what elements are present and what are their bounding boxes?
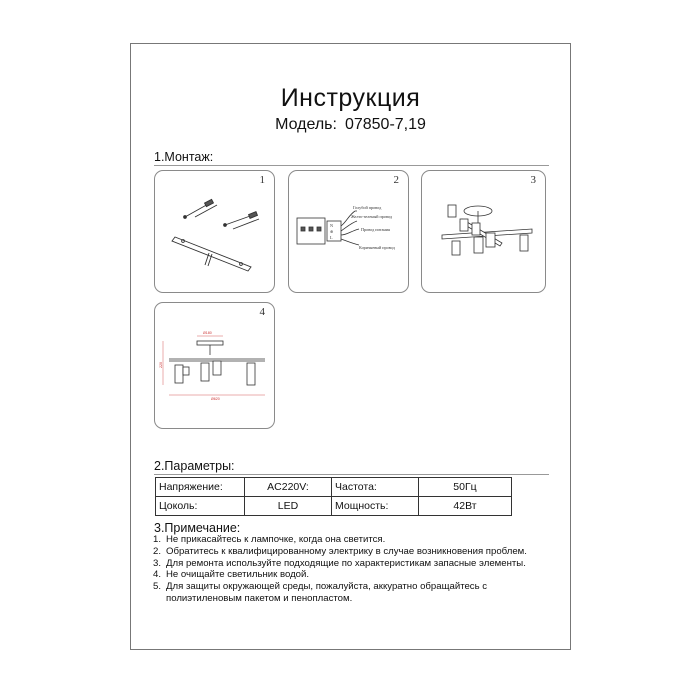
list-item [153, 581, 553, 605]
fixture-diagram [422, 171, 546, 293]
terminal-mark: N [330, 223, 334, 228]
diagram-panel-3 [421, 170, 546, 293]
diagram-panel-2 [288, 170, 409, 293]
param-label: Цоколь: [156, 497, 245, 516]
table-row [156, 497, 512, 516]
section-divider [154, 165, 549, 166]
parameters-table [155, 477, 512, 516]
list-item [153, 534, 553, 546]
terminal-mark: L [330, 235, 333, 240]
section-notes-title: 3.Примечание: [154, 521, 241, 535]
note-text: Не очищайте светильник водой. [166, 569, 310, 581]
diagram-panel-4 [154, 302, 275, 429]
bracket-diagram [155, 171, 275, 293]
section-parameters-title: 2.Параметры: [154, 459, 235, 473]
note-number: 1. [153, 534, 162, 545]
diagram-number: 2 [393, 174, 399, 186]
note-text: Не прикасайтесь к лампочке, когда она светится. [166, 534, 386, 545]
diagram-number: 1 [259, 174, 265, 186]
note-text: Для защиты окружающей среды, пожалуйста, аккуратно обращайтесь с полиэтиленовым пакетом и пенопластом. [166, 581, 488, 604]
note-number: 2. [153, 545, 162, 557]
note-text: Обратитесь к квалифицированному электрику в случае возникновения проблем. [166, 545, 527, 557]
note-number: 3. [153, 557, 162, 569]
section-divider [154, 474, 549, 475]
param-value: 42Вт [419, 497, 512, 516]
model-number: 07850-7,19 [344, 116, 426, 133]
note-text: Для ремонта используйте подходящие по характеристикам запасные элементы. [166, 557, 526, 569]
diagram-panel-1 [154, 170, 275, 293]
dimensions-diagram [155, 303, 275, 429]
param-label: Частота: [332, 478, 419, 497]
diagram-number: 3 [530, 174, 536, 186]
page-title: Инструкция [280, 84, 421, 112]
list-item [153, 558, 553, 570]
wire-label: Голубой провод [353, 205, 382, 210]
dimension-label: 220 [159, 362, 163, 368]
wire-label: Желто-зеленый провод [351, 214, 393, 219]
notes-list [153, 534, 553, 605]
table-row [156, 478, 512, 497]
diagram-number: 4 [259, 306, 265, 318]
instruction-sheet [130, 43, 571, 650]
param-label: Мощность: [332, 497, 419, 516]
param-value: LED [245, 497, 332, 516]
list-item [153, 569, 553, 581]
wire-label: Коричневый провод [359, 245, 395, 250]
list-item [153, 546, 553, 558]
wire-label: Провод питания [361, 227, 390, 232]
param-value: AC220V: [245, 478, 332, 497]
note-number: 4. [153, 569, 162, 581]
model-line [131, 116, 570, 134]
wiring-diagram [289, 171, 409, 293]
dimension-label: Ø620 [211, 397, 220, 401]
dimension-label: Ø180 [203, 331, 212, 335]
model-label: Модель: [275, 116, 337, 133]
section-mounting-title: 1.Монтаж: [154, 150, 214, 164]
param-value: 50Гц [419, 478, 512, 497]
note-number: 5. [153, 581, 162, 593]
param-label: Напряжение: [156, 478, 245, 497]
terminal-mark: ⊕ [330, 229, 334, 234]
